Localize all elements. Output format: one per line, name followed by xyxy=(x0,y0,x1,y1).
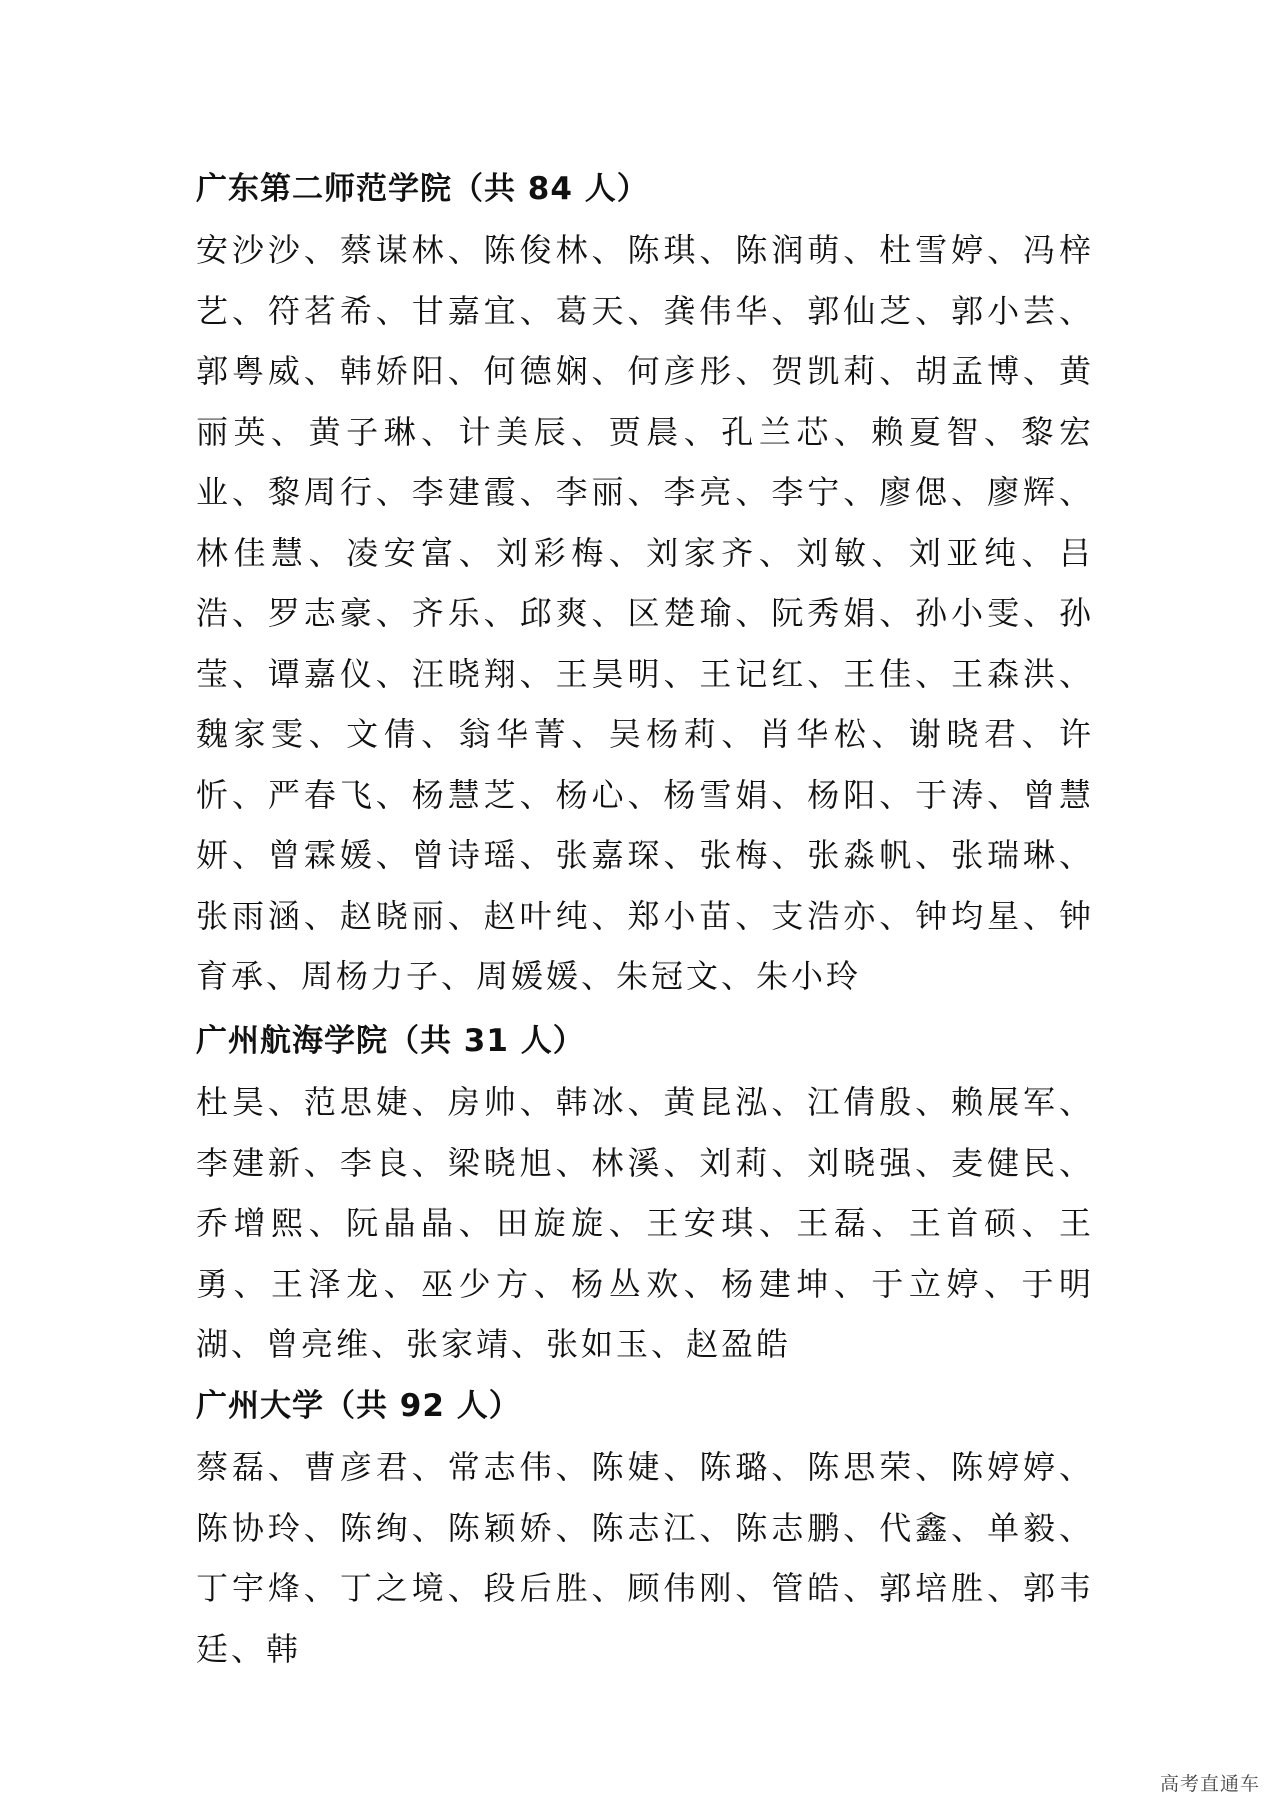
name-list: 蔡磊、曹彦君、常志伟、陈婕、陈璐、陈思荣、陈婷婷、陈协玲、陈绚、陈颖娇、陈志江、陈志鹏、代鑫、单毅、丁宇烽、丁之境、段后胜、顾伟刚、管皓、郭培胜、郭韦廷、韩 xyxy=(196,1448,1094,1668)
name-list: 杜昊、范思婕、房帅、韩冰、黄昆泓、江倩殷、赖展军、李建新、李良、梁晓旭、林溪、刘莉、刘晓强、麦健民、乔增熙、阮晶晶、田旋旋、王安琪、王磊、王首硕、王勇、王泽龙、巫少方、杨丛欢、杨建坤、于立婷、于明湖、曾亮维、张家靖、张如玉、赵盈皓 xyxy=(196,1083,1094,1363)
name-list: 安沙沙、蔡谋林、陈俊林、陈琪、陈润萌、杜雪婷、冯梓艺、符茗希、甘嘉宜、葛天、龚伟华、郭仙芝、郭小芸、郭粤威、韩娇阳、何德娴、何彦彤、贺凯莉、胡孟博、黄丽英、黄子琳、计美辰、贾晨、孔兰芯、赖夏智、黎宏业、黎周行、李建霞、李丽、李亮、李宁、廖偲、廖辉、林佳慧、凌安富、刘彩梅、刘家齐、刘敏、刘亚纯、吕浩、罗志豪、齐乐、邱爽、区楚瑜、阮秀娟、孙小雯、孙莹、谭嘉仪、汪晓翔、王昊明、王记红、王佳、王森洪、魏家雯、文倩、翁华菁、吴杨莉、肖华松、谢晓君、许忻、严春飞、杨慧芝、杨心、杨雪娟、杨阳、于涛、曾慧妍、曾霖媛、曾诗瑶、张嘉琛、张梅、张淼帆、张瑞琳、张雨涵、赵晓丽、赵叶纯、郑小苗、支浩亦、钟均星、钟育承、周杨力子、周媛媛、朱冠文、朱小玲 xyxy=(196,231,1094,995)
document-page xyxy=(196,158,1094,1668)
section-gzhu xyxy=(196,1375,1094,1679)
section-gzmtu xyxy=(196,1010,1094,1375)
section-title: 广东第二师范学院（共 84 人） xyxy=(196,171,649,207)
section-title: 广州航海学院（共 31 人） xyxy=(196,1023,585,1059)
section-gdei xyxy=(196,158,1094,1007)
section-title: 广州大学（共 92 人） xyxy=(196,1388,521,1424)
watermark: 高考直通车 xyxy=(1159,1773,1260,1795)
